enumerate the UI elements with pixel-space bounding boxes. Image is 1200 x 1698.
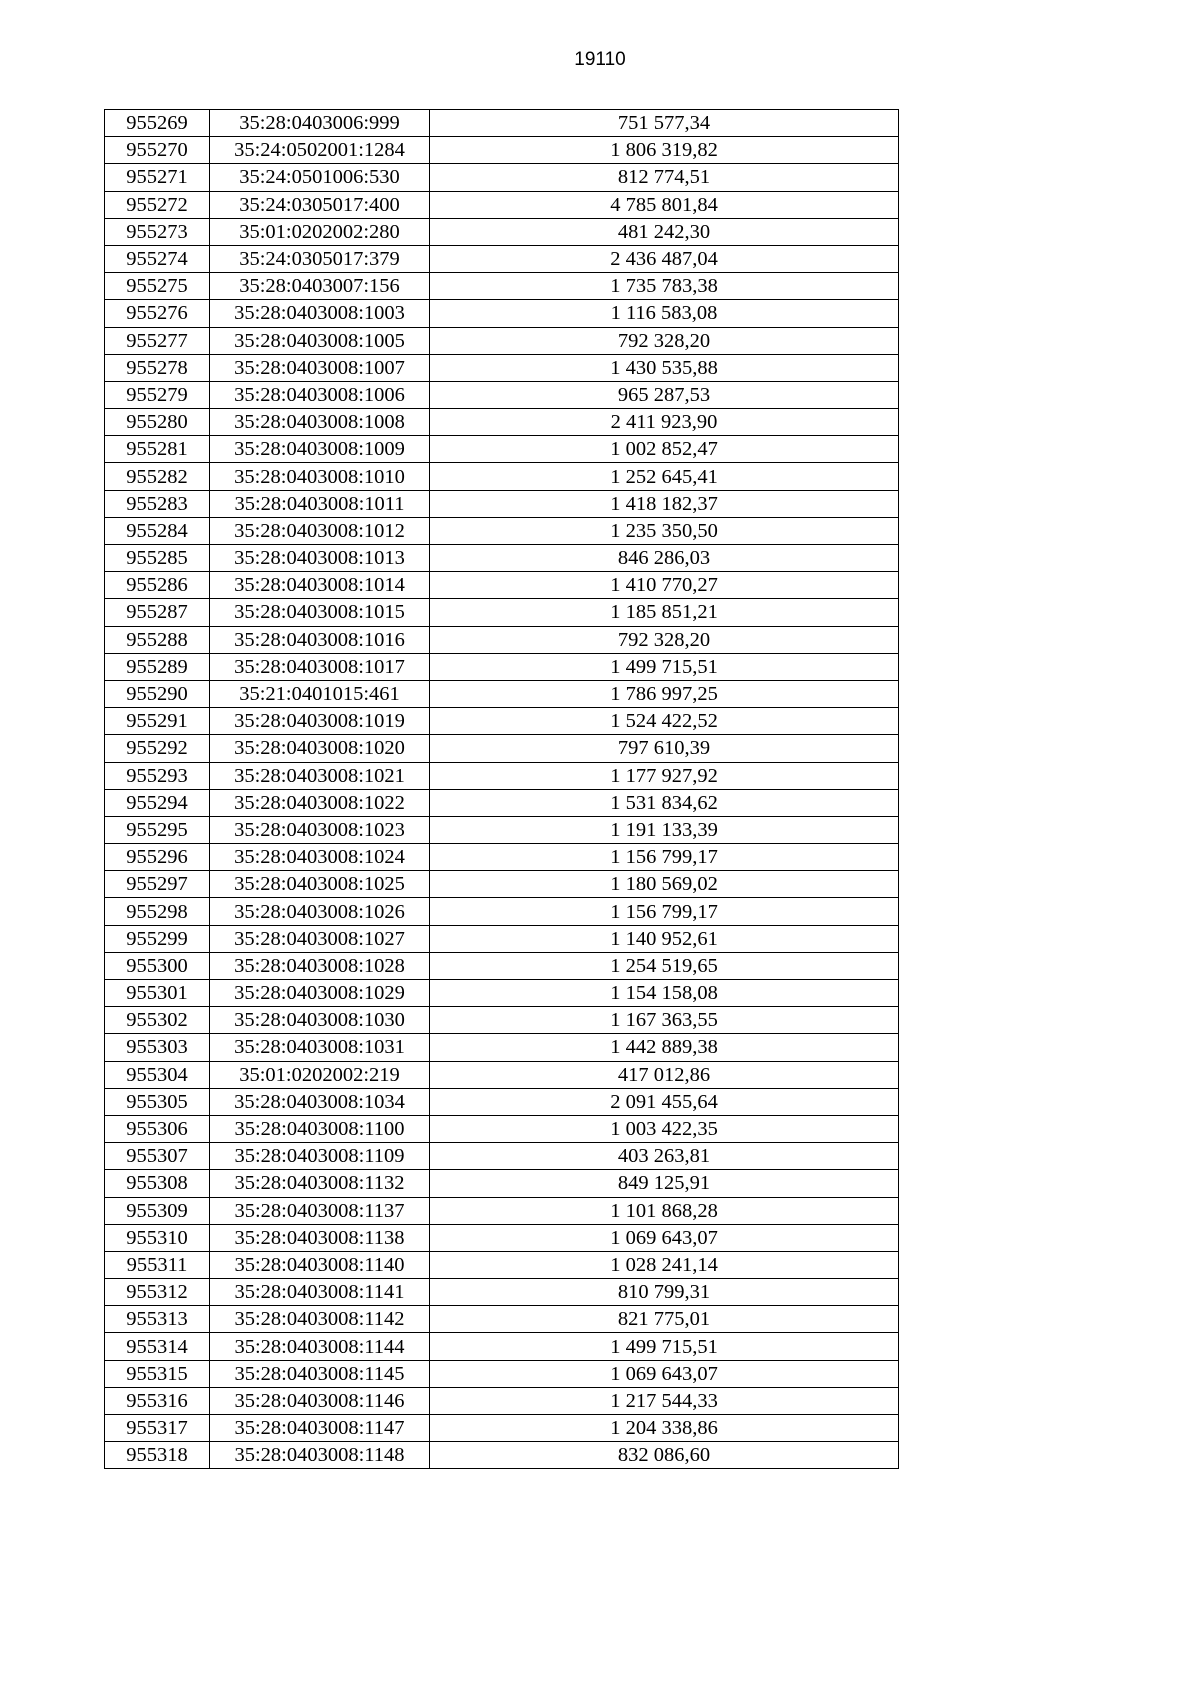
cadastral-value-cell: 1 735 783,38 <box>430 273 899 300</box>
table-row <box>105 1224 899 1251</box>
table-row <box>105 517 899 544</box>
cadastral-value-cell: 4 785 801,84 <box>430 191 899 218</box>
table-row <box>105 708 899 735</box>
row-number-cell: 955276 <box>105 300 210 327</box>
table-row <box>105 1306 899 1333</box>
row-number-cell: 955312 <box>105 1279 210 1306</box>
cadastral-number-cell: 35:28:0403007:156 <box>210 273 430 300</box>
table-row <box>105 490 899 517</box>
table-row <box>105 898 899 925</box>
cadastral-number-cell: 35:24:0305017:400 <box>210 191 430 218</box>
cadastral-value-cell: 1 252 645,41 <box>430 463 899 490</box>
row-number-cell: 955311 <box>105 1251 210 1278</box>
table-row <box>105 409 899 436</box>
cadastral-number-cell: 35:28:0403008:1008 <box>210 409 430 436</box>
cadastral-value-cell: 1 235 350,50 <box>430 517 899 544</box>
table-row <box>105 327 899 354</box>
row-number-cell: 955271 <box>105 164 210 191</box>
cadastral-value-table <box>104 109 899 1469</box>
table-body <box>105 110 899 1469</box>
row-number-cell: 955272 <box>105 191 210 218</box>
table-row <box>105 871 899 898</box>
cadastral-number-cell: 35:28:0403008:1140 <box>210 1251 430 1278</box>
table-row <box>105 572 899 599</box>
cadastral-number-cell: 35:28:0403008:1109 <box>210 1143 430 1170</box>
cadastral-number-cell: 35:28:0403008:1030 <box>210 1007 430 1034</box>
row-number-cell: 955301 <box>105 980 210 1007</box>
row-number-cell: 955316 <box>105 1387 210 1414</box>
table-row <box>105 762 899 789</box>
cadastral-number-cell: 35:28:0403008:1005 <box>210 327 430 354</box>
table-row <box>105 381 899 408</box>
row-number-cell: 955281 <box>105 436 210 463</box>
cadastral-value-cell: 1 156 799,17 <box>430 844 899 871</box>
cadastral-value-cell: 2 436 487,04 <box>430 245 899 272</box>
row-number-cell: 955285 <box>105 545 210 572</box>
cadastral-value-cell: 1 180 569,02 <box>430 871 899 898</box>
cadastral-value-cell: 1 524 422,52 <box>430 708 899 735</box>
row-number-cell: 955269 <box>105 110 210 137</box>
row-number-cell: 955315 <box>105 1360 210 1387</box>
row-number-cell: 955291 <box>105 708 210 735</box>
cadastral-number-cell: 35:01:0202002:219 <box>210 1061 430 1088</box>
row-number-cell: 955304 <box>105 1061 210 1088</box>
table-row <box>105 1333 899 1360</box>
row-number-cell: 955280 <box>105 409 210 436</box>
cadastral-number-cell: 35:28:0403008:1026 <box>210 898 430 925</box>
table-row <box>105 191 899 218</box>
cadastral-number-cell: 35:28:0403008:1027 <box>210 925 430 952</box>
row-number-cell: 955288 <box>105 626 210 653</box>
cadastral-value-cell: 812 774,51 <box>430 164 899 191</box>
table-row <box>105 436 899 463</box>
table-row <box>105 545 899 572</box>
cadastral-number-cell: 35:28:0403008:1031 <box>210 1034 430 1061</box>
row-number-cell: 955318 <box>105 1442 210 1469</box>
cadastral-value-cell: 792 328,20 <box>430 626 899 653</box>
cadastral-value-cell: 1 499 715,51 <box>430 1333 899 1360</box>
table-row <box>105 354 899 381</box>
cadastral-value-cell: 1 185 851,21 <box>430 599 899 626</box>
cadastral-number-cell: 35:28:0403008:1024 <box>210 844 430 871</box>
cadastral-number-cell: 35:28:0403008:1025 <box>210 871 430 898</box>
cadastral-number-cell: 35:28:0403008:1020 <box>210 735 430 762</box>
table-row <box>105 599 899 626</box>
cadastral-number-cell: 35:28:0403006:999 <box>210 110 430 137</box>
row-number-cell: 955313 <box>105 1306 210 1333</box>
table-row <box>105 680 899 707</box>
table-row <box>105 1197 899 1224</box>
row-number-cell: 955293 <box>105 762 210 789</box>
row-number-cell: 955289 <box>105 653 210 680</box>
cadastral-number-cell: 35:21:0401015:461 <box>210 680 430 707</box>
cadastral-value-cell: 1 430 535,88 <box>430 354 899 381</box>
row-number-cell: 955270 <box>105 137 210 164</box>
cadastral-number-cell: 35:28:0403008:1132 <box>210 1170 430 1197</box>
cadastral-value-cell: 2 411 923,90 <box>430 409 899 436</box>
cadastral-value-cell: 1 069 643,07 <box>430 1224 899 1251</box>
cadastral-value-cell: 1 442 889,38 <box>430 1034 899 1061</box>
table-row <box>105 1360 899 1387</box>
cadastral-number-cell: 35:28:0403008:1006 <box>210 381 430 408</box>
row-number-cell: 955292 <box>105 735 210 762</box>
cadastral-value-cell: 1 177 927,92 <box>430 762 899 789</box>
table-row <box>105 1061 899 1088</box>
cadastral-number-cell: 35:28:0403008:1145 <box>210 1360 430 1387</box>
row-number-cell: 955296 <box>105 844 210 871</box>
cadastral-value-cell: 1 786 997,25 <box>430 680 899 707</box>
table-row <box>105 245 899 272</box>
cadastral-value-cell: 481 242,30 <box>430 218 899 245</box>
row-number-cell: 955274 <box>105 245 210 272</box>
cadastral-value-cell: 1 254 519,65 <box>430 952 899 979</box>
cadastral-number-cell: 35:28:0403008:1144 <box>210 1333 430 1360</box>
table-row <box>105 1170 899 1197</box>
cadastral-number-cell: 35:28:0403008:1141 <box>210 1279 430 1306</box>
row-number-cell: 955273 <box>105 218 210 245</box>
row-number-cell: 955279 <box>105 381 210 408</box>
cadastral-number-cell: 35:28:0403008:1010 <box>210 463 430 490</box>
cadastral-value-cell: 1 418 182,37 <box>430 490 899 517</box>
cadastral-number-cell: 35:28:0403008:1011 <box>210 490 430 517</box>
cadastral-number-cell: 35:28:0403008:1022 <box>210 789 430 816</box>
cadastral-value-cell: 1 002 852,47 <box>430 436 899 463</box>
cadastral-number-cell: 35:28:0403008:1013 <box>210 545 430 572</box>
table-row <box>105 1442 899 1469</box>
cadastral-value-cell: 1 531 834,62 <box>430 789 899 816</box>
cadastral-value-cell: 1 156 799,17 <box>430 898 899 925</box>
cadastral-value-cell: 1 101 868,28 <box>430 1197 899 1224</box>
table-row <box>105 1143 899 1170</box>
row-number-cell: 955297 <box>105 871 210 898</box>
cadastral-value-cell: 792 328,20 <box>430 327 899 354</box>
cadastral-number-cell: 35:28:0403008:1023 <box>210 816 430 843</box>
cadastral-number-cell: 35:28:0403008:1015 <box>210 599 430 626</box>
cadastral-value-cell: 1 154 158,08 <box>430 980 899 1007</box>
cadastral-value-cell: 1 003 422,35 <box>430 1115 899 1142</box>
row-number-cell: 955300 <box>105 952 210 979</box>
row-number-cell: 955277 <box>105 327 210 354</box>
table-row <box>105 1279 899 1306</box>
table-row <box>105 626 899 653</box>
row-number-cell: 955286 <box>105 572 210 599</box>
cadastral-number-cell: 35:28:0403008:1142 <box>210 1306 430 1333</box>
row-number-cell: 955284 <box>105 517 210 544</box>
cadastral-number-cell: 35:24:0502001:1284 <box>210 137 430 164</box>
cadastral-number-cell: 35:28:0403008:1146 <box>210 1387 430 1414</box>
cadastral-value-cell: 1 028 241,14 <box>430 1251 899 1278</box>
row-number-cell: 955278 <box>105 354 210 381</box>
cadastral-number-cell: 35:28:0403008:1021 <box>210 762 430 789</box>
table-row <box>105 980 899 1007</box>
cadastral-number-cell: 35:28:0403008:1016 <box>210 626 430 653</box>
row-number-cell: 955302 <box>105 1007 210 1034</box>
cadastral-value-cell: 810 799,31 <box>430 1279 899 1306</box>
table-row <box>105 1115 899 1142</box>
table-row <box>105 1034 899 1061</box>
row-number-cell: 955290 <box>105 680 210 707</box>
cadastral-value-cell: 849 125,91 <box>430 1170 899 1197</box>
row-number-cell: 955314 <box>105 1333 210 1360</box>
table-row <box>105 1387 899 1414</box>
page-number: 19110 <box>574 49 626 70</box>
table-row <box>105 1415 899 1442</box>
cadastral-number-cell: 35:28:0403008:1028 <box>210 952 430 979</box>
row-number-cell: 955298 <box>105 898 210 925</box>
table-row <box>105 463 899 490</box>
cadastral-value-cell: 417 012,86 <box>430 1061 899 1088</box>
cadastral-number-cell: 35:24:0305017:379 <box>210 245 430 272</box>
cadastral-number-cell: 35:28:0403008:1137 <box>210 1197 430 1224</box>
cadastral-value-cell: 1 217 544,33 <box>430 1387 899 1414</box>
table-row <box>105 844 899 871</box>
table-row <box>105 789 899 816</box>
cadastral-number-cell: 35:28:0403008:1014 <box>210 572 430 599</box>
cadastral-number-cell: 35:28:0403008:1017 <box>210 653 430 680</box>
row-number-cell: 955308 <box>105 1170 210 1197</box>
table-row <box>105 218 899 245</box>
cadastral-value-cell: 751 577,34 <box>430 110 899 137</box>
cadastral-value-cell: 1 499 715,51 <box>430 653 899 680</box>
cadastral-value-cell: 1 204 338,86 <box>430 1415 899 1442</box>
table-row <box>105 300 899 327</box>
table-row <box>105 1251 899 1278</box>
cadastral-number-cell: 35:28:0403008:1029 <box>210 980 430 1007</box>
cadastral-value-cell: 965 287,53 <box>430 381 899 408</box>
row-number-cell: 955299 <box>105 925 210 952</box>
cadastral-value-cell: 1 167 363,55 <box>430 1007 899 1034</box>
cadastral-number-cell: 35:28:0403008:1034 <box>210 1088 430 1115</box>
row-number-cell: 955310 <box>105 1224 210 1251</box>
table-row <box>105 925 899 952</box>
cadastral-number-cell: 35:28:0403008:1007 <box>210 354 430 381</box>
cadastral-value-cell: 846 286,03 <box>430 545 899 572</box>
cadastral-value-cell: 821 775,01 <box>430 1306 899 1333</box>
table-row <box>105 816 899 843</box>
row-number-cell: 955317 <box>105 1415 210 1442</box>
row-number-cell: 955283 <box>105 490 210 517</box>
cadastral-number-cell: 35:28:0403008:1100 <box>210 1115 430 1142</box>
row-number-cell: 955295 <box>105 816 210 843</box>
cadastral-value-cell: 1 069 643,07 <box>430 1360 899 1387</box>
table-row <box>105 735 899 762</box>
row-number-cell: 955309 <box>105 1197 210 1224</box>
cadastral-number-cell: 35:28:0403008:1009 <box>210 436 430 463</box>
cadastral-number-cell: 35:28:0403008:1012 <box>210 517 430 544</box>
table-row <box>105 1007 899 1034</box>
table-row <box>105 1088 899 1115</box>
cadastral-number-cell: 35:24:0501006:530 <box>210 164 430 191</box>
cadastral-number-cell: 35:28:0403008:1019 <box>210 708 430 735</box>
row-number-cell: 955307 <box>105 1143 210 1170</box>
row-number-cell: 955294 <box>105 789 210 816</box>
cadastral-number-cell: 35:28:0403008:1147 <box>210 1415 430 1442</box>
cadastral-value-cell: 1 410 770,27 <box>430 572 899 599</box>
cadastral-value-cell: 1 806 319,82 <box>430 137 899 164</box>
row-number-cell: 955275 <box>105 273 210 300</box>
row-number-cell: 955303 <box>105 1034 210 1061</box>
cadastral-value-cell: 403 263,81 <box>430 1143 899 1170</box>
table-row <box>105 110 899 137</box>
cadastral-value-cell: 1 191 133,39 <box>430 816 899 843</box>
row-number-cell: 955305 <box>105 1088 210 1115</box>
cadastral-value-cell: 797 610,39 <box>430 735 899 762</box>
cadastral-number-cell: 35:01:0202002:280 <box>210 218 430 245</box>
cadastral-number-cell: 35:28:0403008:1138 <box>210 1224 430 1251</box>
table-row <box>105 653 899 680</box>
row-number-cell: 955306 <box>105 1115 210 1142</box>
cadastral-value-cell: 832 086,60 <box>430 1442 899 1469</box>
cadastral-value-cell: 1 116 583,08 <box>430 300 899 327</box>
row-number-cell: 955287 <box>105 599 210 626</box>
row-number-cell: 955282 <box>105 463 210 490</box>
table-row <box>105 137 899 164</box>
cadastral-value-cell: 2 091 455,64 <box>430 1088 899 1115</box>
cadastral-number-cell: 35:28:0403008:1003 <box>210 300 430 327</box>
table-row <box>105 273 899 300</box>
cadastral-number-cell: 35:28:0403008:1148 <box>210 1442 430 1469</box>
cadastral-value-cell: 1 140 952,61 <box>430 925 899 952</box>
table-row <box>105 952 899 979</box>
table-row <box>105 164 899 191</box>
